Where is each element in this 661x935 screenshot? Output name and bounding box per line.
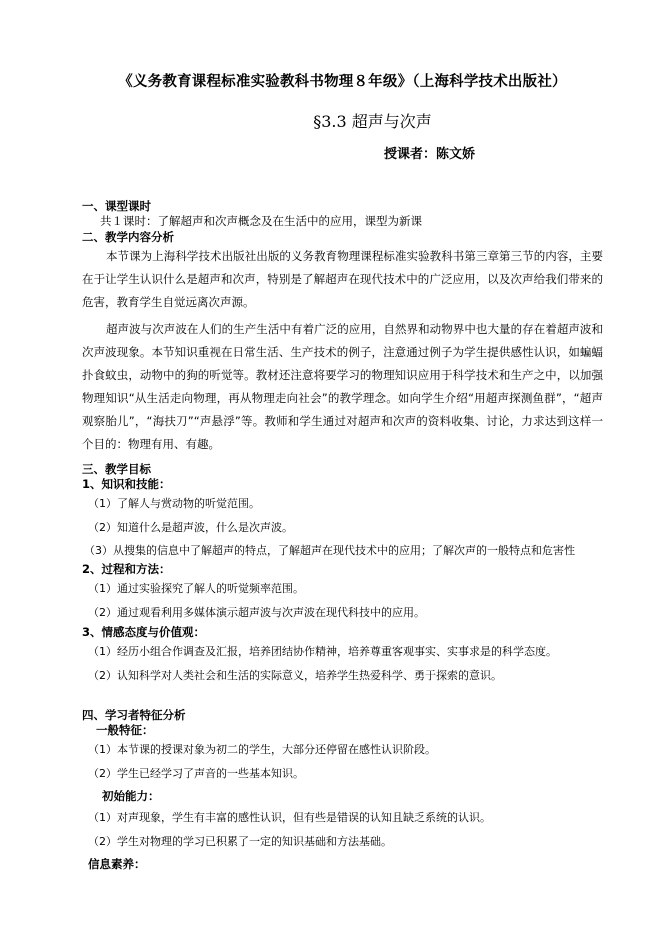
subheading: 3、情感态度与价值观： bbox=[82, 625, 206, 639]
paragraph: 本节课为上海科学技术出版社出版的义务教育物理课程标准实验教科书第三章第三节的内容，主要在于让学生认识什么是超声和次声，特别是了解超声在现代技术中的广泛应用，以及次声给我们带来的危害，教育学生自觉远离次声源。 bbox=[82, 249, 603, 309]
list-item: （3）从搜集的信息中了解超声的特点，了解超声在现代技术中的应用；了解次声的一般特点和危害性 bbox=[84, 544, 575, 557]
list-item: （2）知道什么是超声波，什么是次声波。 bbox=[88, 521, 293, 534]
section-learner-analysis bbox=[82, 708, 603, 874]
course-type-line: 共１课时：了解超声和次声概念及在生活中的应用，课型为新课 bbox=[100, 214, 422, 228]
section-content-analysis bbox=[82, 229, 603, 456]
section-heading: 二、教学内容分析 bbox=[82, 230, 174, 244]
subheading: 信息素养： bbox=[88, 857, 146, 871]
list-item: （2）认知科学对人类社会和生活的实际意义，培养学生热爱科学、勇于探索的意识。 bbox=[88, 669, 502, 682]
section-heading: 一、课型课时 bbox=[82, 199, 151, 213]
section-course-type bbox=[82, 200, 603, 229]
list-item: （2）通过观看利用多媒体演示超声波与次声波在现代科技中的应用。 bbox=[88, 606, 425, 619]
list-item: （1）通过实验探究了解人的听觉频率范围。 bbox=[88, 582, 304, 595]
list-item: （2）学生已经学习了声音的一些基本知识。 bbox=[88, 767, 304, 780]
subheading: 2、过程和方法： bbox=[82, 562, 171, 576]
subheading: 初始能力： bbox=[102, 789, 160, 803]
subheading: 一般特征： bbox=[96, 723, 154, 737]
list-item: （1）对声现象，学生有丰富的感性认识，但有些是错误的认知且缺乏系统的认识。 bbox=[88, 811, 491, 824]
list-item: （1）本节课的授课对象为初二的学生，大部分还停留在感性认识阶段。 bbox=[88, 743, 436, 756]
list-item: （1）了解人与赏动物的听觉范围。 bbox=[88, 497, 260, 510]
section-objectives bbox=[82, 462, 603, 688]
section-heading: 四、学习者特征分析 bbox=[82, 708, 186, 722]
lecturer-line: 授课者：陈文娇 bbox=[383, 147, 475, 162]
lesson-title: §3.3 超声与次声 bbox=[313, 112, 432, 131]
subheading: 1、知识和技能： bbox=[82, 477, 171, 491]
paragraph: 超声波与次声波在人们的生产生活中有着广泛的应用，自然界和动物界中也大量的存在着超声波和次声波现象。本节知识重视在日常生活、生产技术的例子，注意通过例子为学生提供感性认识，如蝙蝠扑食蚊虫，动物中的狗的听觉等。教材还注意将要学习的物理知识应用于科学技术和生产之中，以加强物理知识“从生活走向物理，再从物理走向社会”的教学理念。如向学生介绍“用超声探测鱼群”，“超声观察胎儿”，“海扶刀”“声悬浮”等。教师和学生通过对超声和次声的资料收集、讨论，力求达到这样一个目的：物理有用、有趣。 bbox=[82, 322, 603, 451]
list-item: （2）学生对物理的学习已积累了一定的知识基础和方法基础。 bbox=[88, 835, 392, 848]
section-heading: 三、教学目标 bbox=[82, 462, 151, 476]
document-title: 《义务教育课程标准实验教科书物理８年级》（上海科学技术出版社） bbox=[118, 73, 567, 90]
list-item: （1）经历小组合作调查及汇报，培养团结协作精神，培养尊重客观事实、实事求是的科学态度。 bbox=[88, 645, 557, 658]
